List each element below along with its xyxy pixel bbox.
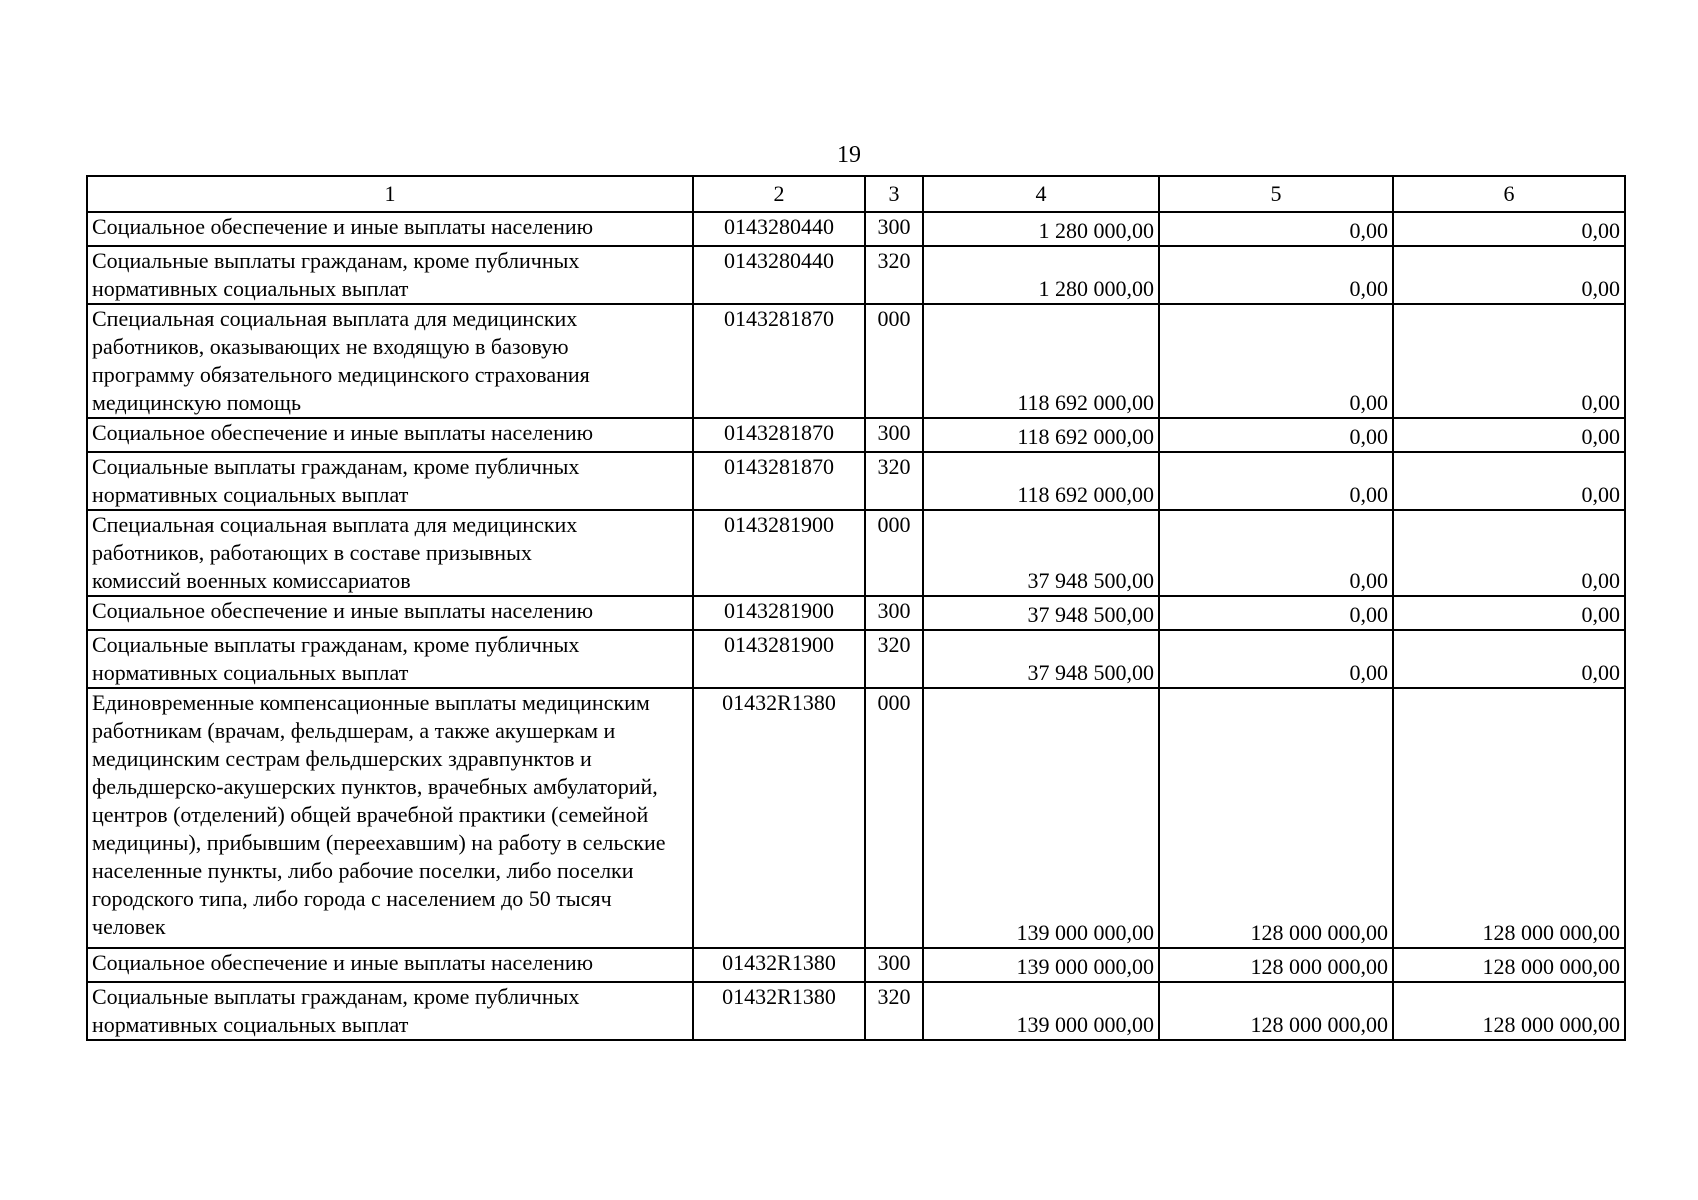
- column-header-5: 5: [1159, 176, 1393, 212]
- table-row: [87, 630, 1625, 688]
- amount-col-5: 0,00: [1159, 510, 1393, 596]
- column-header-1: 1: [87, 176, 693, 212]
- row-name: Социальное обеспечение и иные выплаты населению: [87, 596, 693, 630]
- amount-col-4: 37 948 500,00: [923, 596, 1159, 630]
- amount-col-6: 0,00: [1393, 212, 1625, 246]
- expense-type-code: 300: [865, 596, 923, 630]
- row-name: Специальная социальная выплата для медицинских работников, оказывающих не входящую в базовую программу обязательного медицинского страхования медицинскую помощь: [87, 304, 693, 418]
- target-article-code: 01432R1380: [693, 948, 865, 982]
- amount-col-4: 118 692 000,00: [923, 304, 1159, 418]
- amount-col-5: 128 000 000,00: [1159, 982, 1393, 1040]
- target-article-code: 0143281870: [693, 418, 865, 452]
- amount-col-6: 128 000 000,00: [1393, 688, 1625, 948]
- expense-type-code: 000: [865, 510, 923, 596]
- amount-col-6: 0,00: [1393, 510, 1625, 596]
- row-name: Социальное обеспечение и иные выплаты населению: [87, 418, 693, 452]
- amount-col-4: 37 948 500,00: [923, 510, 1159, 596]
- expense-type-code: 300: [865, 418, 923, 452]
- expense-type-code: 320: [865, 452, 923, 510]
- amount-col-5: 0,00: [1159, 246, 1393, 304]
- target-article-code: 0143281900: [693, 596, 865, 630]
- target-article-code: 01432R1380: [693, 982, 865, 1040]
- amount-col-5: 0,00: [1159, 596, 1393, 630]
- table-row: [87, 510, 1625, 596]
- amount-col-6: 0,00: [1393, 246, 1625, 304]
- amount-col-5: 0,00: [1159, 304, 1393, 418]
- table-row: [87, 596, 1625, 630]
- amount-col-4: 118 692 000,00: [923, 452, 1159, 510]
- table-row: [87, 246, 1625, 304]
- column-header-6: 6: [1393, 176, 1625, 212]
- table-row: [87, 948, 1625, 982]
- column-header-3: 3: [865, 176, 923, 212]
- row-name: Социальные выплаты гражданам, кроме публичных нормативных социальных выплат: [87, 982, 693, 1040]
- amount-col-6: 128 000 000,00: [1393, 982, 1625, 1040]
- target-article-code: 0143280440: [693, 246, 865, 304]
- amount-col-5: 0,00: [1159, 630, 1393, 688]
- expense-type-code: 320: [865, 246, 923, 304]
- table-row: [87, 304, 1625, 418]
- amount-col-6: 0,00: [1393, 418, 1625, 452]
- amount-col-4: 139 000 000,00: [923, 688, 1159, 948]
- amount-col-5: 0,00: [1159, 418, 1393, 452]
- table-row: [87, 212, 1625, 246]
- amount-col-6: 0,00: [1393, 596, 1625, 630]
- target-article-code: 0143280440: [693, 212, 865, 246]
- amount-col-6: 0,00: [1393, 452, 1625, 510]
- expense-type-code: 320: [865, 630, 923, 688]
- row-name: Социальное обеспечение и иные выплаты населению: [87, 948, 693, 982]
- table-row: [87, 688, 1625, 948]
- target-article-code: 0143281870: [693, 304, 865, 418]
- column-header-4: 4: [923, 176, 1159, 212]
- expense-type-code: 300: [865, 948, 923, 982]
- row-name: Социальные выплаты гражданам, кроме публичных нормативных социальных выплат: [87, 630, 693, 688]
- table-header-row: [87, 176, 1625, 212]
- row-name: Специальная социальная выплата для медицинских работников, работающих в составе призывных комиссий военных комиссариатов: [87, 510, 693, 596]
- row-name: Социальные выплаты гражданам, кроме публичных нормативных социальных выплат: [87, 246, 693, 304]
- amount-col-6: 128 000 000,00: [1393, 948, 1625, 982]
- row-name: Единовременные компенсационные выплаты медицинским работникам (врачам, фельдшерам, а также акушеркам и медицинским сестрам фельдшерских здравпунктов и фельдшерско-акушерских пунктов, врачебных амбулаторий, центров (отделений) общей врачебной практики (семейной медицины), прибывшим (переехавшим) на работу в сельские населенные пункты, либо рабочие поселки, либо поселки городского типа, либо города с населением до 50 тысяч человек: [87, 688, 693, 948]
- amount-col-5: 128 000 000,00: [1159, 688, 1393, 948]
- target-article-code: 0143281900: [693, 510, 865, 596]
- expense-type-code: 000: [865, 304, 923, 418]
- table-row: [87, 452, 1625, 510]
- expense-type-code: 300: [865, 212, 923, 246]
- target-article-code: 0143281900: [693, 630, 865, 688]
- amount-col-5: 0,00: [1159, 212, 1393, 246]
- amount-col-6: 0,00: [1393, 304, 1625, 418]
- amount-col-5: 0,00: [1159, 452, 1393, 510]
- amount-col-4: 37 948 500,00: [923, 630, 1159, 688]
- target-article-code: 01432R1380: [693, 688, 865, 948]
- expense-type-code: 320: [865, 982, 923, 1040]
- row-name: Социальные выплаты гражданам, кроме публичных нормативных социальных выплат: [87, 452, 693, 510]
- amount-col-5: 128 000 000,00: [1159, 948, 1393, 982]
- amount-col-4: 139 000 000,00: [923, 948, 1159, 982]
- table-row: [87, 418, 1625, 452]
- amount-col-4: 1 280 000,00: [923, 212, 1159, 246]
- amount-col-4: 118 692 000,00: [923, 418, 1159, 452]
- table-row: [87, 982, 1625, 1040]
- target-article-code: 0143281870: [693, 452, 865, 510]
- budget-table: [86, 175, 1626, 1041]
- amount-col-4: 1 280 000,00: [923, 246, 1159, 304]
- amount-col-6: 0,00: [1393, 630, 1625, 688]
- amount-col-4: 139 000 000,00: [923, 982, 1159, 1040]
- column-header-2: 2: [693, 176, 865, 212]
- row-name: Социальное обеспечение и иные выплаты населению: [87, 212, 693, 246]
- page-number: 19: [837, 142, 861, 168]
- expense-type-code: 000: [865, 688, 923, 948]
